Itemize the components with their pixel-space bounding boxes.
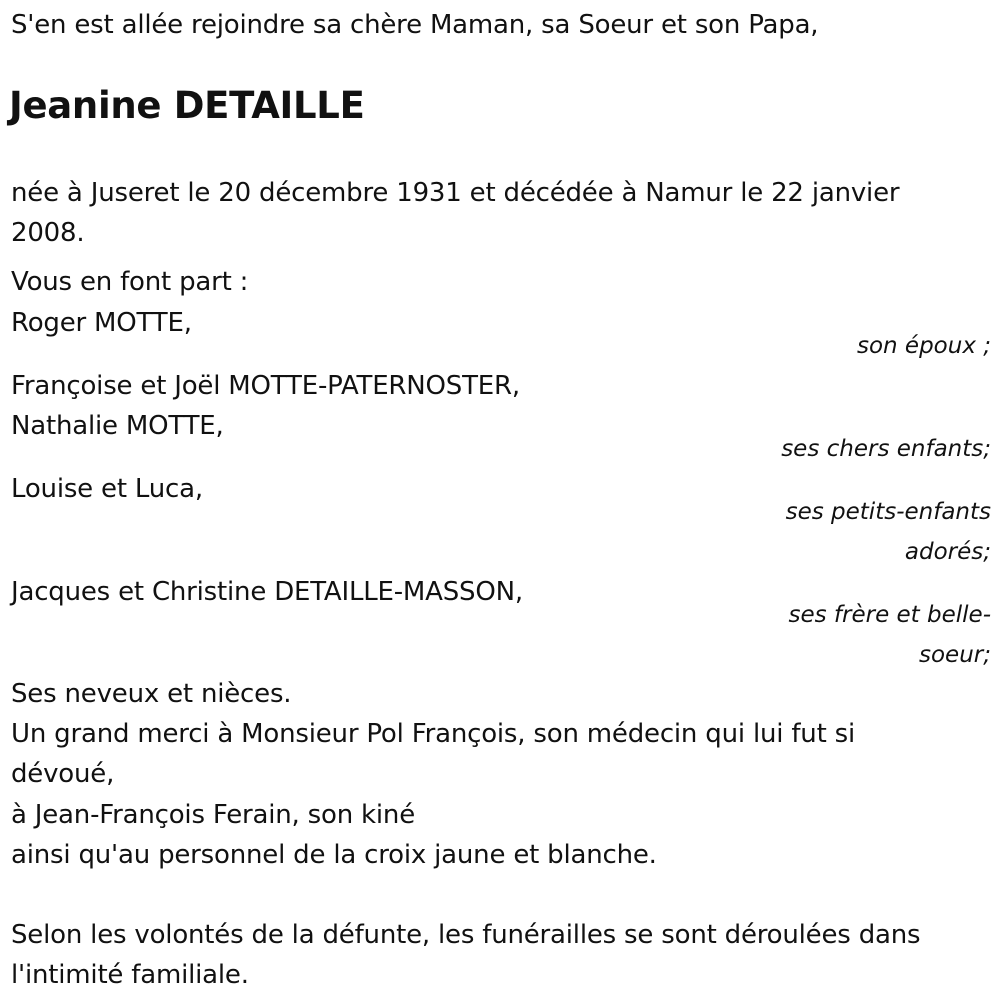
thanks-line: Un grand merci à Monsieur Pol François, son médecin qui lui fut si	[11, 719, 856, 749]
announcement-text: Vous en font part :	[11, 267, 249, 297]
family-role: ses chers enfants;	[781, 436, 991, 462]
family-name: Françoise et Joël MOTTE-PATERNOSTER,	[11, 371, 520, 401]
family-role: soeur;	[919, 642, 991, 668]
family-role: ses petits-enfants	[785, 499, 991, 525]
family-role: adorés;	[904, 539, 991, 565]
closing-line: Selon les volontés de la défunte, les funérailles se sont déroulées dans	[11, 920, 921, 950]
intro-text: S'en est allée rejoindre sa chère Maman, sa Soeur et son Papa,	[11, 10, 819, 40]
family-role: ses frère et belle-	[788, 602, 991, 628]
closing-line: l'intimité familiale.	[11, 960, 249, 990]
family-name: Louise et Luca,	[11, 474, 203, 504]
thanks-line: ainsi qu'au personnel de la croix jaune et blanche.	[11, 840, 657, 870]
deceased-name: Jeanine DETAILLE	[9, 84, 365, 127]
family-name: Roger MOTTE,	[11, 308, 192, 338]
thanks-line: dévoué,	[11, 759, 115, 789]
birth-death-line-2: 2008.	[11, 218, 85, 248]
family-role: son époux ;	[856, 333, 991, 359]
nephews-text: Ses neveux et nièces.	[11, 679, 292, 709]
family-name: Nathalie MOTTE,	[11, 411, 224, 441]
family-name: Jacques et Christine DETAILLE-MASSON,	[11, 577, 523, 607]
thanks-line: à Jean-François Ferain, son kiné	[11, 800, 415, 830]
birth-death-line-1: née à Juseret le 20 décembre 1931 et décédée à Namur le 22 janvier	[11, 178, 900, 208]
